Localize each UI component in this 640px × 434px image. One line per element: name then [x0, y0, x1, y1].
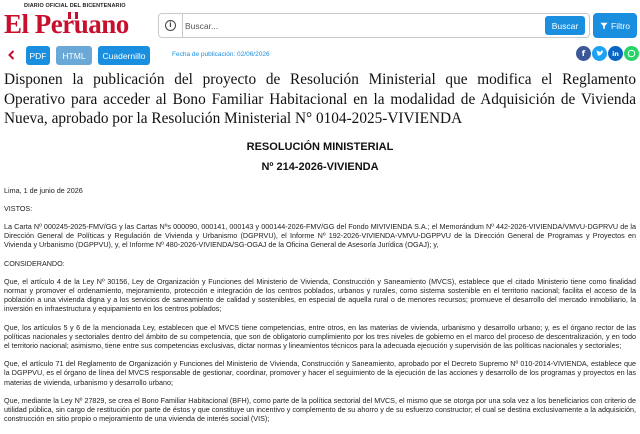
article-body: [4, 70, 636, 423]
article-paragraph: Que, mediante la Ley Nº 27829, se crea el Bono Familiar Habitacional (BFH), como parte de la política sectorial del MVCS, el mismo que se otorga por una sola vez a los beneficiarios con criterio de utilidad pública, sin cargo de restitución por parte de éstos y que constituye un incentivo y complemento de su ahorro y de su esfuerzo constructor; el cual se destina exclusivamente a la adquisición, construcción en sitio propio o mejoramiento de una vivienda de interés social (VIS);: [4, 395, 636, 424]
arrow-left-icon: [6, 49, 18, 61]
resolution-number: Nº 214-2026-VIVIENDA: [261, 160, 379, 173]
cuadernillo-button[interactable]: Cuadernillo: [98, 46, 150, 65]
search-button[interactable]: Buscar: [545, 16, 585, 35]
whatsapp-icon[interactable]: [624, 46, 639, 61]
filter-icon: [600, 22, 608, 30]
search-box: [158, 13, 590, 38]
site-header: [0, 0, 640, 44]
linkedin-icon[interactable]: in: [608, 46, 623, 61]
article-paragraph: Que, el artículo 4 de la Ley Nº 30156, Ley de Organización y Funciones del Ministerio de Vivienda, Construcción y Saneamiento (MVCS), establece que el citado Ministerio tiene como finalidad normar y promover el ordenamiento, mejoramiento, protección e integración de los centros poblados, urbanos y rurales, como sistema sostenible en el territorio nacional; facilita el acceso de la población a una vivienda digna y a los servicios de saneamiento de calidad y sostenibles, en especial de aquella rural o de menores recursos; promueve el desarrollo del mercado inmobiliario, la inversión en infraestructura y equipamiento en los centros poblados;: [4, 276, 636, 314]
logo-name: El Peruano: [4, 9, 129, 39]
resolution-heading: RESOLUCIÓN MINISTERIAL: [246, 140, 394, 153]
back-button[interactable]: [4, 47, 20, 63]
article-paragraph: Que, los artículos 5 y 6 de la mencionada Ley, establecen que el MVCS tiene competencias, entre otros, en las materias de vivienda, urbanismo y desarrollo urbano; y, es el órgano rector de las políticas nacionales y sectoriales dentro del ámbito de su competencia, que son de obligatorio cumplimiento por los tres niveles de gobierno en el marco del proceso de descentralización, y en todo el territorio nacional; asimismo, tiene entre sus competencias exclusivas, dictar normas y lineamientos técnicos para la adecuada ejecución y supervisión de las políticas nacionales y sectoriales;: [4, 322, 636, 350]
considerando-label: CONSIDERANDO:: [4, 258, 65, 268]
search-info-button[interactable]: [159, 14, 183, 37]
search-input[interactable]: [185, 16, 515, 35]
facebook-icon[interactable]: f: [576, 46, 591, 61]
site-logo[interactable]: [4, 2, 154, 42]
pdf-button[interactable]: PDF: [26, 46, 50, 65]
date-line: Lima, 1 de junio de 2026: [4, 185, 83, 195]
vistos-paragraph: La Carta Nº 000245-2025-FMV/GG y las Cartas Nºs 000090, 000141, 000143 y 000144-2026-FMV/GG del Fondo MIVIVIENDA S.A.; el Memorándum Nº 442-2026-VIVIENDA/VMVU-DGPRVU de la Dirección General de Políticas y Regulación de Vivienda y Urbanismo (DGPRVU), el Informe Nº 192-2026-VIVIENDA-VMVU-DGPPVU de la Dirección General de Programas y Proyectos en Vivienda y Urbanismo (DGPPVU), y, el Informe Nº 480-2026-VIVIENDA/SG-OGAJ de la Oficina General de Asesoría Jurídica (OGAJ); y,: [4, 221, 636, 250]
vistos-label: VISTOS:: [4, 203, 33, 213]
filter-button-label: Filtro: [611, 20, 630, 31]
twitter-icon[interactable]: [592, 46, 607, 61]
logo-tagline: DIARIO OFICIAL DEL BICENTENARIO: [24, 3, 126, 9]
html-button[interactable]: HTML: [56, 46, 92, 65]
article-title: Disponen la publicación del proyecto de Resolución Ministerial que modifica el Reglamento Operativo para acceder al Bono Familiar Habitacional en la modalidad de Adquisición de Vivienda Nueva, aprobado por la Resolución Ministerial N° 0104-2025-VIVIENDA: [4, 71, 636, 127]
publication-date: Fecha de publicación: 02/06/2026: [172, 51, 270, 58]
document-toolbar: [0, 44, 640, 68]
filter-button[interactable]: [593, 13, 637, 38]
article-paragraph: Que, el artículo 71 del Reglamento de Organización y Funciones del Ministerio de Vivienda, Construcción y Saneamiento, aprobado por el Decreto Supremo Nº 010-2014-VIVIENDA, establece que la DGPPVU, es el órgano de línea del MVCS responsable de gestionar, coordinar, promover y hacer el seguimiento de la ejecución de las acciones y desarrollo de los programas y proyectos en las materias de vivienda, urbanismo y desarrollo urbano;: [4, 359, 636, 387]
info-icon: i: [165, 20, 176, 31]
